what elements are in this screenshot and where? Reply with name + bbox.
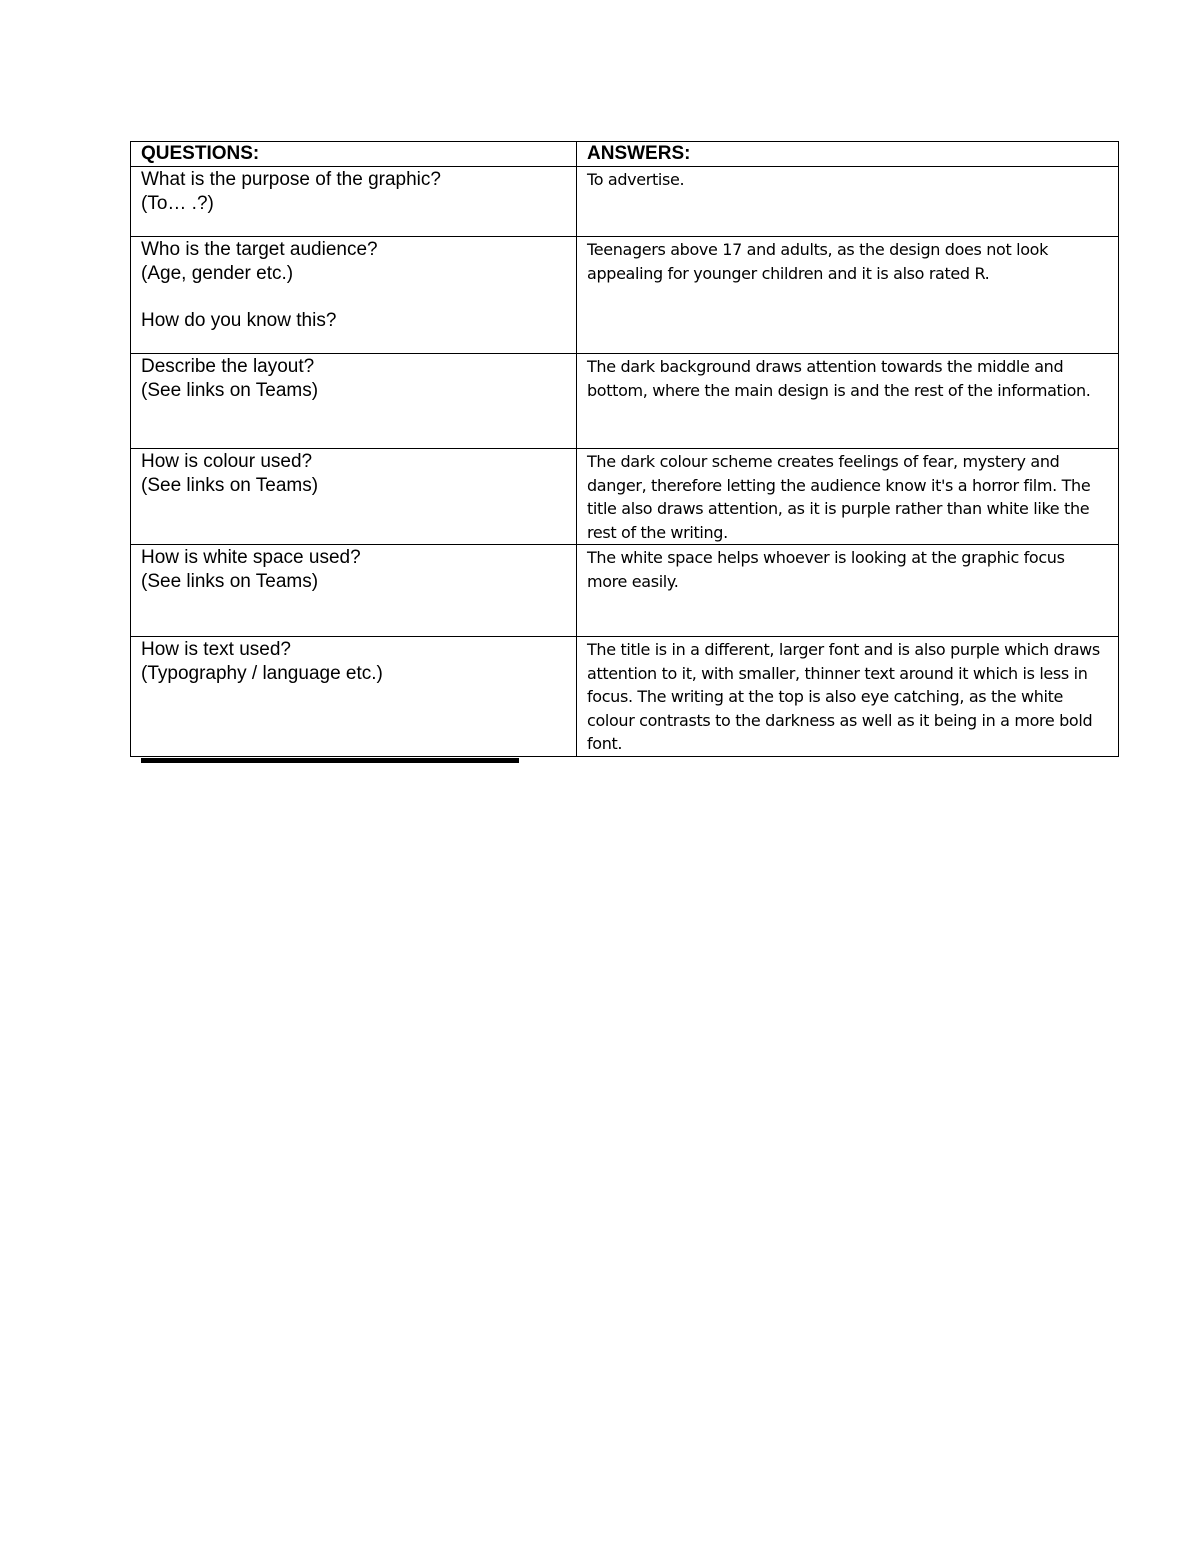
table-row xyxy=(131,167,1119,237)
answer-text: The title is in a different, larger font and is also purple which draws attention to it, with smaller, thinner text around it which is less in focus. The writing at the top is also eye catching, as the white colour contrasts to the darkness as well as it being in a more bold font. xyxy=(587,640,1100,753)
question-text: How is colour used? xyxy=(141,451,313,472)
question-text: How is white space used? xyxy=(141,547,361,568)
answer-text: The white space helps whoever is looking at the graphic focus more easily. xyxy=(587,548,1065,591)
answers-header: ANSWERS: xyxy=(577,142,1119,167)
table-header-row xyxy=(131,142,1119,167)
answer-cell xyxy=(577,637,1119,757)
table-row xyxy=(131,637,1119,757)
question-text: Who is the target audience? xyxy=(141,239,378,260)
answer-text: To advertise. xyxy=(587,170,685,189)
question-cell xyxy=(131,354,577,449)
question-cell xyxy=(131,449,577,545)
answer-text: The dark colour scheme creates feelings of fear, mystery and danger, therefore letting the audience know it's a horror film. The title also draws attention, as it is purple rather than white like the rest of the writing. xyxy=(587,452,1091,542)
question-hint: (To… .?) xyxy=(141,192,214,214)
question-text: What is the purpose of the graphic? xyxy=(141,169,441,190)
answer-cell xyxy=(577,167,1119,237)
blank-line xyxy=(141,285,566,309)
question-hint: (See links on Teams) xyxy=(141,570,319,592)
answer-cell xyxy=(577,237,1119,354)
question-cell xyxy=(131,167,577,237)
table-row xyxy=(131,545,1119,637)
underline-bar xyxy=(141,758,519,763)
answer-cell xyxy=(577,449,1119,545)
question-text: How is text used? xyxy=(141,639,291,660)
table-row xyxy=(131,449,1119,545)
answer-text: Teenagers above 17 and adults, as the design does not look appealing for younger children and it is also rated R. xyxy=(587,240,1049,283)
question-hint: (Typography / language etc.) xyxy=(141,662,383,684)
question-cell xyxy=(131,637,577,757)
table-row xyxy=(131,354,1119,449)
question-hint: (See links on Teams) xyxy=(141,379,319,401)
table-row xyxy=(131,237,1119,354)
questions-answers-table xyxy=(130,141,1119,757)
questions-header: QUESTIONS: xyxy=(131,142,577,167)
question-cell xyxy=(131,237,577,354)
answer-cell xyxy=(577,545,1119,637)
question-hint: (See links on Teams) xyxy=(141,474,319,496)
answer-text: The dark background draws attention towards the middle and bottom, where the main design is and the rest of the information. xyxy=(587,357,1091,400)
question-text: Describe the layout? xyxy=(141,356,315,377)
question-cell xyxy=(131,545,577,637)
question-hint: (Age, gender etc.) xyxy=(141,262,294,284)
question-followup: How do you know this? xyxy=(141,309,337,331)
answer-cell xyxy=(577,354,1119,449)
